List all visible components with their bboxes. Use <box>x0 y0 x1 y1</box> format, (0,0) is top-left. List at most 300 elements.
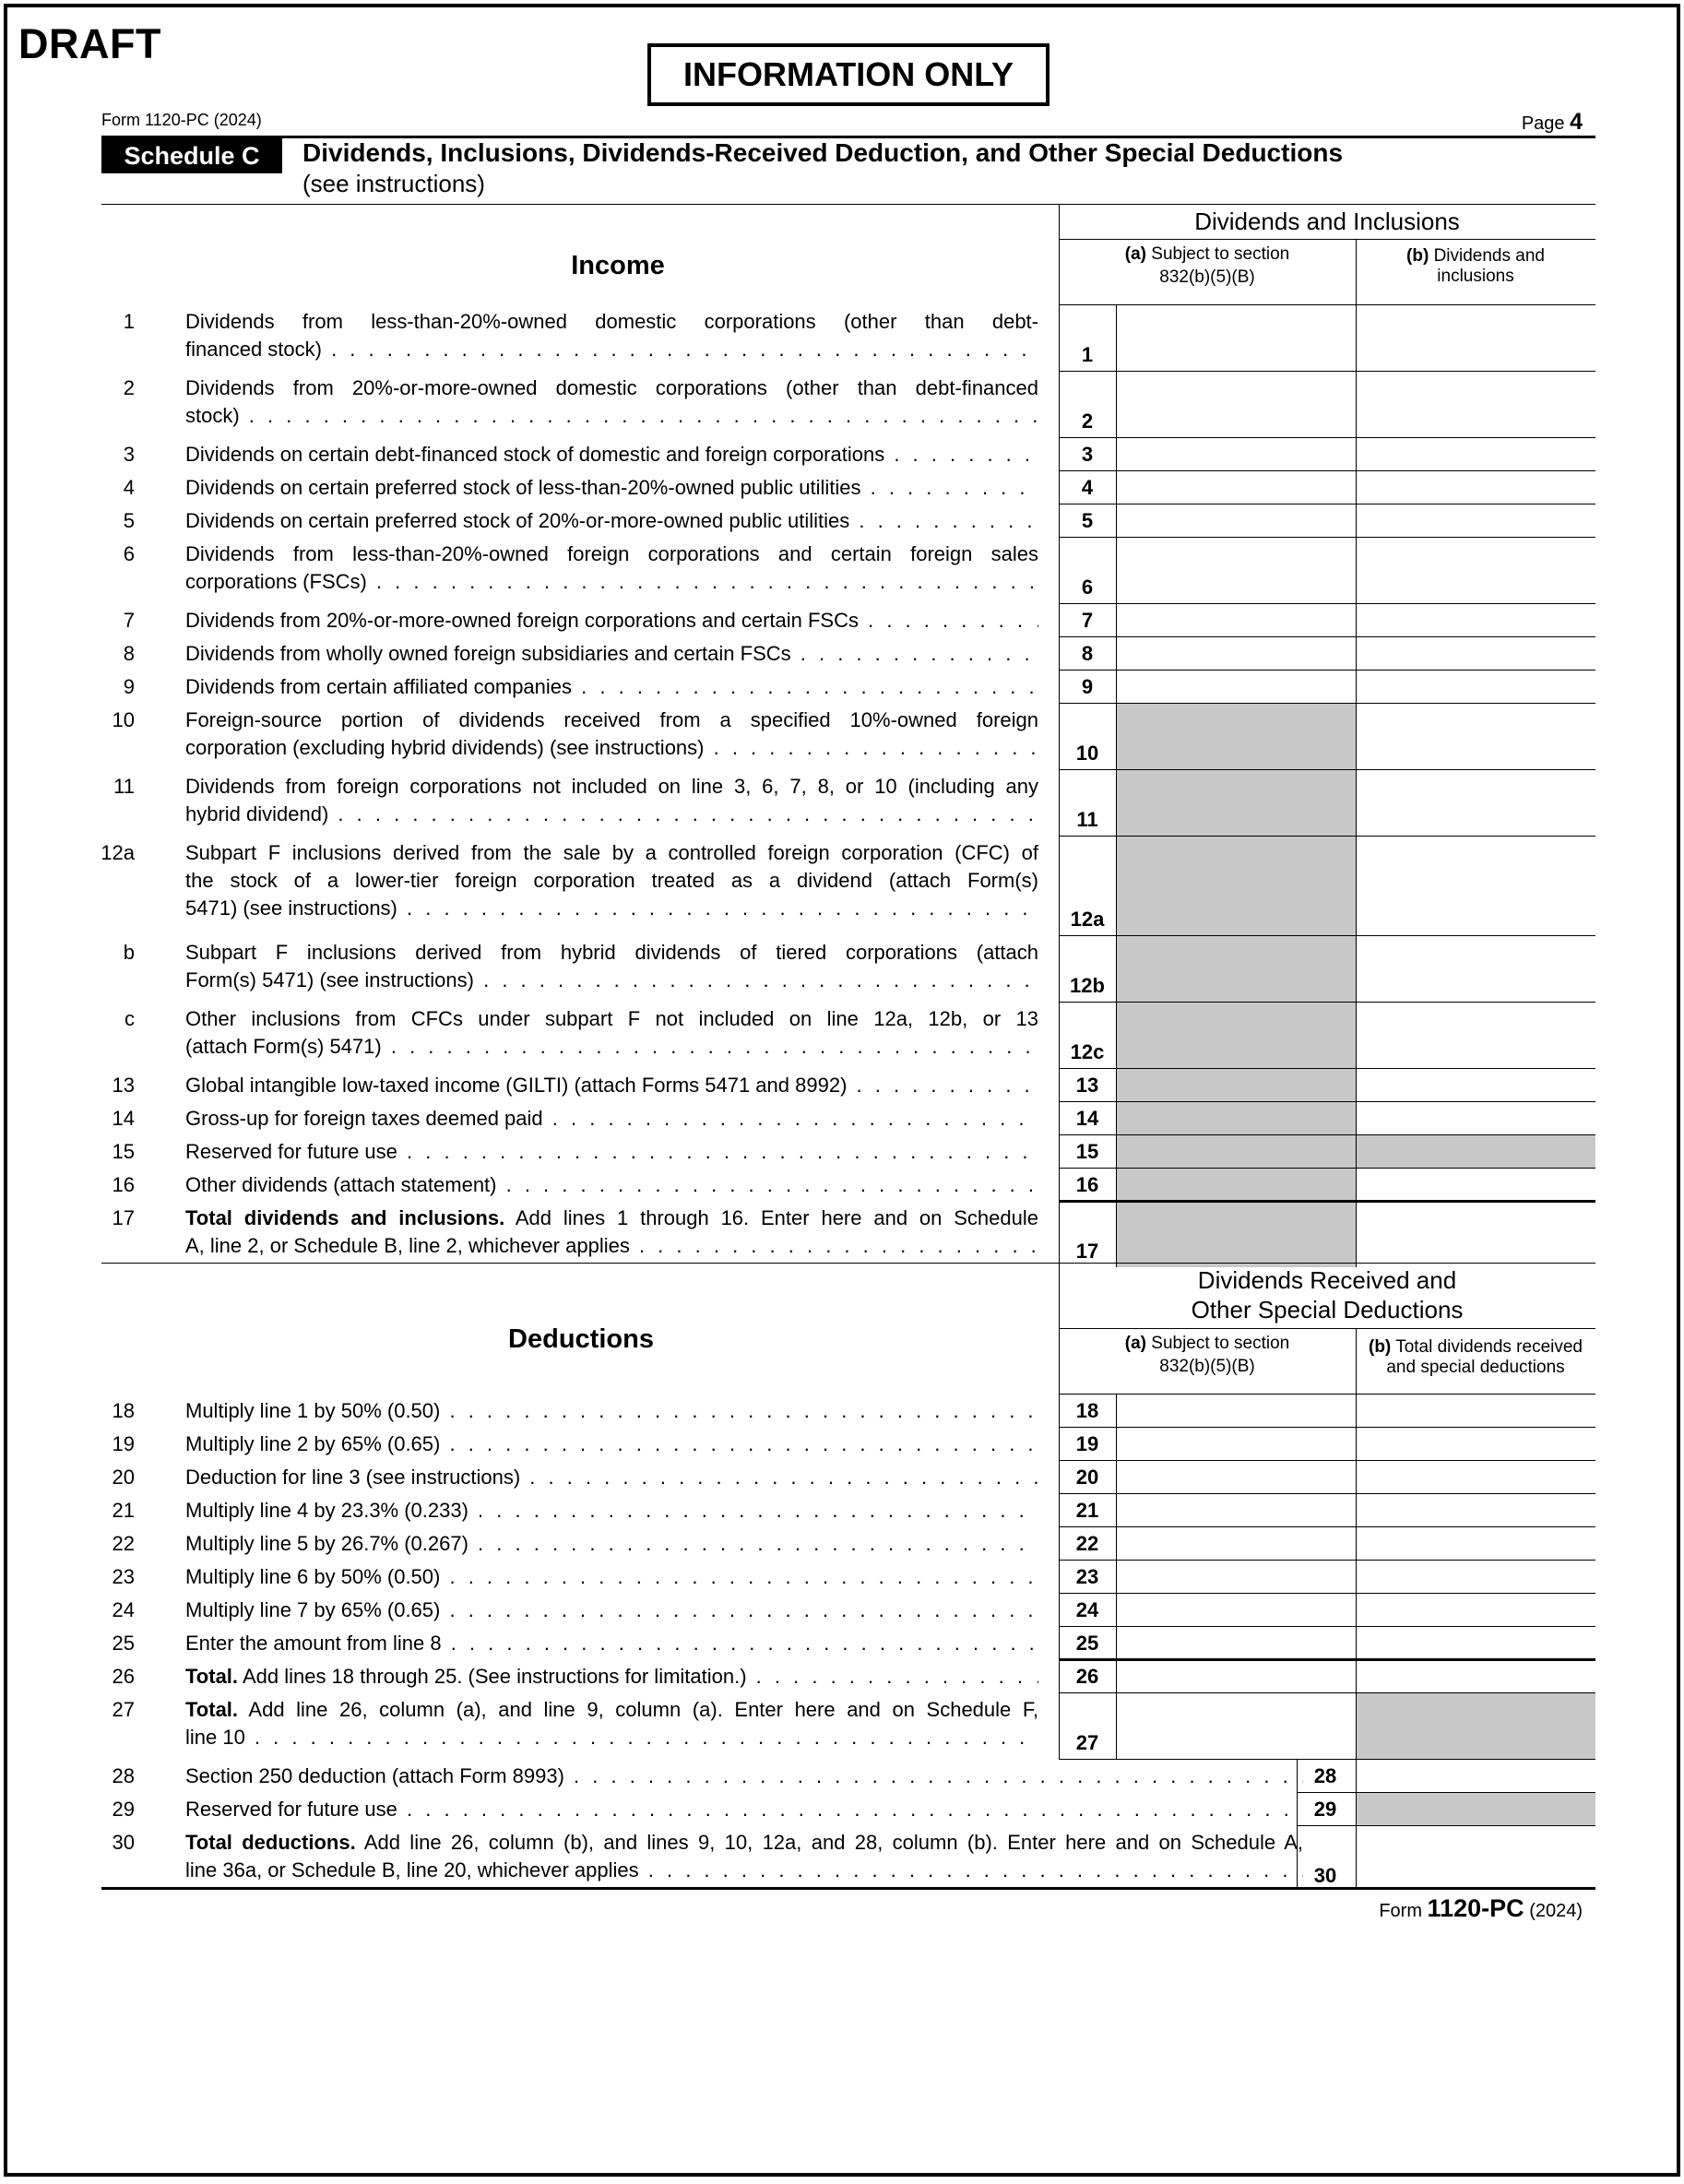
shaded-cell <box>1117 1069 1356 1101</box>
line-text <box>185 839 1038 867</box>
line-text-segment: line 36a, or Schedule B, line 20, whichever applies <box>185 1858 639 1881</box>
row-rule <box>1059 1168 1595 1169</box>
income-group-header: Dividends and Inclusions <box>1194 208 1460 235</box>
leader-dots <box>440 1565 1038 1588</box>
line-text-segment: Multiply line 5 by 26.7% (0.267) <box>185 1532 468 1555</box>
line-number: 2 <box>123 376 135 399</box>
line-bold-label: Total. <box>185 1665 239 1688</box>
line-text <box>185 1497 1038 1525</box>
line-text <box>185 801 1038 828</box>
deductions-col-b-label: Total dividends received <box>1395 1337 1583 1357</box>
line-text <box>185 1171 1038 1199</box>
row-rule <box>1297 1825 1595 1826</box>
shaded-cell <box>1357 1793 1595 1825</box>
line-text <box>185 640 1038 668</box>
line-text <box>185 1232 1038 1260</box>
shaded-cell <box>1117 837 1356 935</box>
line-number: 15 <box>112 1140 135 1163</box>
line-text-segment: Other dividends (attach statement) <box>185 1173 497 1196</box>
shaded-cell <box>1117 1135 1356 1168</box>
line-number: 28 <box>112 1764 135 1787</box>
column-rule <box>1059 204 1060 305</box>
leader-dots <box>847 1074 1038 1097</box>
row-rule <box>1059 470 1595 471</box>
line-text-segment: Global intangible low-taxed income (GILTI) (attach Forms 5471 and 8992) <box>185 1074 848 1097</box>
line-text <box>185 1430 1038 1458</box>
line-box-label: 8 <box>1081 642 1094 665</box>
line-text <box>185 967 1038 994</box>
shaded-cell <box>1117 936 1356 1002</box>
column-rule <box>1356 239 1357 1267</box>
line-bold-label: Total deductions. <box>185 1831 356 1854</box>
line-box-label: 11 <box>1076 808 1098 831</box>
line-text-segment: Reserved for future use <box>185 1798 397 1821</box>
line-number: 11 <box>113 775 135 798</box>
line-text-segment: Multiply line 4 by 23.3% (0.233) <box>185 1499 468 1522</box>
line-description <box>185 1205 1038 1260</box>
line-number: 8 <box>123 642 135 665</box>
line-text <box>185 308 1038 336</box>
row-rule <box>1059 1068 1595 1069</box>
row-rule <box>1059 1626 1595 1627</box>
line-number: 16 <box>112 1173 135 1196</box>
row-rule <box>1059 437 1595 438</box>
line-box-label: 20 <box>1075 1466 1099 1489</box>
line-box-label: 10 <box>1075 742 1099 765</box>
line-text <box>185 1005 1038 1033</box>
line-description <box>185 1663 1038 1691</box>
line-text <box>185 1530 1038 1558</box>
line-number: 10 <box>112 708 135 731</box>
line-text <box>185 867 1038 895</box>
leader-dots <box>382 1035 1038 1058</box>
draft-watermark: DRAFT <box>18 20 161 67</box>
line-description <box>185 540 1038 596</box>
line-text-segment: Add line 26, column (a), and line 9, column (a). Enter here and on Schedule F, <box>248 1698 1038 1721</box>
line-text-segment: financed stock) <box>185 338 322 361</box>
line-description <box>185 1796 1303 1823</box>
row-rule <box>1059 1002 1595 1003</box>
line-number: 14 <box>112 1107 135 1130</box>
line-box-label: 30 <box>1313 1864 1337 1887</box>
leader-dots <box>497 1173 1039 1196</box>
row-rule <box>1059 1526 1595 1527</box>
line-text-segment: Gross-up for foreign taxes deemed paid <box>185 1107 543 1130</box>
line-number: 23 <box>112 1565 135 1588</box>
line-number: 13 <box>112 1074 135 1097</box>
line-text-segment: (attach Form(s) 5471) <box>185 1035 382 1058</box>
line-text <box>185 1630 1038 1657</box>
line-text-segment: Reserved for future use <box>185 1140 397 1163</box>
line-number: 22 <box>112 1532 135 1555</box>
row-rule <box>1059 603 1595 604</box>
line-text <box>185 568 1038 596</box>
line-text <box>185 1696 1038 1724</box>
leader-dots <box>572 675 1038 698</box>
line-text-segment: Add lines 18 through 25. (See instructions for limitation.) <box>242 1665 747 1688</box>
line-box-label: 13 <box>1075 1074 1099 1097</box>
line-description <box>185 1829 1303 1884</box>
leader-dots <box>849 509 1038 532</box>
leader-dots <box>440 1432 1038 1455</box>
row-rule <box>1059 1692 1595 1693</box>
form-footer <box>1379 1894 1583 1923</box>
deductions-group-header-2: Other Special Deductions <box>1191 1296 1464 1323</box>
deductions-col-a-label-2: 832(b)(5)(B) <box>1159 1357 1255 1376</box>
income-section-title: Income <box>571 251 665 280</box>
deductions-top-rule <box>101 1263 1595 1264</box>
line-number: 25 <box>112 1632 135 1655</box>
deductions-group-rule <box>1059 1328 1595 1329</box>
line-box-label: 16 <box>1075 1173 1099 1196</box>
line-text <box>185 1663 1038 1691</box>
shaded-cell <box>1357 1135 1595 1168</box>
line-number: 21 <box>112 1499 135 1522</box>
income-group-rule <box>1059 239 1595 240</box>
line-number: c <box>125 1007 135 1030</box>
leader-dots <box>859 609 1038 632</box>
line-box-label: 2 <box>1081 410 1094 433</box>
income-header-bottom-rule <box>1059 304 1595 305</box>
shaded-cell <box>1117 704 1356 769</box>
line-box-label: 21 <box>1075 1499 1099 1522</box>
leader-dots <box>440 1598 1038 1621</box>
line-description <box>185 1171 1038 1199</box>
income-col-b-label: Dividends and <box>1433 246 1545 266</box>
row-rule <box>1059 1427 1595 1428</box>
line-text <box>185 1072 1038 1099</box>
line-text <box>185 374 1038 402</box>
column-rule <box>1116 304 1117 1267</box>
line-number: 20 <box>112 1466 135 1489</box>
row-rule <box>1059 670 1595 671</box>
row-rule <box>1059 1134 1595 1135</box>
information-only-stamp: INFORMATION ONLY <box>647 43 1050 106</box>
deductions-section-title: Deductions <box>508 1324 654 1354</box>
line-text <box>185 706 1038 734</box>
leader-dots <box>639 1858 1303 1881</box>
row-rule <box>1059 769 1595 770</box>
shaded-cell <box>1117 770 1356 836</box>
line-number: 4 <box>123 476 135 499</box>
income-col-a-letter: (a) <box>1124 244 1146 264</box>
line-box-label: 29 <box>1313 1798 1337 1821</box>
line-text <box>185 773 1038 801</box>
line-description <box>185 673 1038 701</box>
line-text <box>185 895 1038 922</box>
line-text-segment: stock) <box>185 404 240 427</box>
deductions-col-a-header <box>1059 1332 1356 1378</box>
line-description <box>185 1596 1038 1624</box>
line-description <box>185 507 1038 535</box>
row-rule <box>1059 537 1595 538</box>
line-number: 26 <box>112 1665 135 1688</box>
line-box-label: 15 <box>1075 1140 1099 1163</box>
line-bold-label: Total dividends and inclusions. <box>185 1206 505 1229</box>
leader-dots <box>397 896 1038 920</box>
line-text <box>185 1596 1038 1624</box>
line-description <box>185 1630 1038 1657</box>
line-text <box>185 607 1038 635</box>
line-box-label: 7 <box>1081 609 1094 632</box>
leader-dots <box>520 1466 1038 1489</box>
schedule-badge: Schedule C <box>101 138 282 173</box>
row-rule <box>1059 935 1595 936</box>
page-label: Page <box>1521 113 1565 134</box>
line-text-segment: Dividends on certain preferred stock of less-than-20%-owned public utilities <box>185 476 861 499</box>
line-box-label: 19 <box>1075 1432 1099 1455</box>
line-description <box>185 773 1038 828</box>
line-text-segment: corporation (excluding hybrid dividends) (see instructions) <box>185 736 705 759</box>
leader-dots <box>397 1140 1038 1163</box>
income-col-a-label: Subject to section <box>1151 244 1290 264</box>
line-text-segment: Multiply line 6 by 50% (0.50) <box>185 1565 441 1588</box>
line-text <box>185 1397 1038 1425</box>
shaded-cell <box>1117 1169 1356 1201</box>
row-rule <box>1059 836 1595 837</box>
line-description <box>185 1105 1038 1133</box>
line-text-segment: Multiply line 7 by 65% (0.65) <box>185 1598 441 1621</box>
page-number <box>1522 109 1583 136</box>
line-number: 19 <box>112 1432 135 1455</box>
line-box-label: 22 <box>1075 1532 1099 1555</box>
row-rule <box>1059 1658 1595 1661</box>
income-col-b-letter: (b) <box>1406 246 1429 266</box>
leader-dots <box>328 802 1038 825</box>
line-text <box>185 1724 1038 1751</box>
leader-dots <box>367 570 1038 593</box>
form-id: Form 1120-PC (2024) <box>101 111 262 129</box>
line-number: 17 <box>112 1206 135 1229</box>
line-box-label: 12b <box>1070 974 1105 997</box>
line-number: 29 <box>112 1798 135 1821</box>
income-col-b-label-2: inclusions <box>1437 267 1514 286</box>
line-text <box>185 1563 1038 1591</box>
leader-dots <box>705 736 1039 759</box>
row-rule <box>1059 1593 1595 1594</box>
line-text-segment: Dividends on certain debt-financed stock of domestic and foreign corporations <box>185 443 885 466</box>
income-col-a-label-2: 832(b)(5)(B) <box>1159 267 1255 287</box>
line-text-segment: Add lines 1 through 16. Enter here and on Schedule <box>515 1206 1038 1229</box>
line-box-label: 18 <box>1075 1399 1099 1422</box>
line-text <box>185 402 1038 430</box>
shaded-cell <box>1357 1693 1595 1759</box>
line-number: b <box>123 941 135 964</box>
line-description <box>185 607 1038 635</box>
line-text-segment: Dividends from less-than-20%-owned domestic corporations (other than debt- <box>185 310 1038 333</box>
line-text <box>185 1205 1038 1232</box>
line-number: 3 <box>123 443 135 466</box>
line-text-segment: A, line 2, or Schedule B, line 2, whichever applies <box>185 1234 630 1257</box>
schedule-title: Dividends, Inclusions, Dividends-Received Deduction, and Other Special Deductions <box>302 138 1344 167</box>
line-text-segment: 5471) (see instructions) <box>185 896 397 920</box>
line-text-segment: Dividends from certain affiliated companies <box>185 675 573 698</box>
line-text <box>185 1829 1303 1857</box>
income-col-b-header <box>1356 246 1595 287</box>
line-text <box>185 1763 1303 1790</box>
line-description <box>185 706 1038 762</box>
line-text <box>185 1033 1038 1061</box>
line-text-segment: Deduction for line 3 (see instructions) <box>185 1466 521 1489</box>
line-text-segment: the stock of a lower-tier foreign corporation treated as a dividend (attach Form(s) <box>185 869 1038 892</box>
line-number: 12a <box>101 841 135 864</box>
row-rule <box>1059 1460 1595 1461</box>
line-description <box>185 1497 1038 1525</box>
line-number: 27 <box>112 1698 135 1721</box>
line-text <box>185 1796 1303 1823</box>
line-description <box>185 1464 1038 1491</box>
line-box-label: 6 <box>1081 576 1094 599</box>
shaded-cell <box>1117 1202 1356 1267</box>
line-box-label: 17 <box>1075 1240 1099 1263</box>
leader-dots <box>860 476 1038 499</box>
line-box-label: 1 <box>1081 343 1094 366</box>
line-description <box>185 1397 1038 1425</box>
deductions-col-a-letter: (a) <box>1124 1334 1146 1353</box>
line-box-label: 27 <box>1075 1731 1099 1754</box>
line-box-label: 14 <box>1075 1107 1099 1130</box>
line-description <box>185 640 1038 668</box>
footer-form-name: 1120-PC <box>1427 1894 1524 1922</box>
line-text-segment: Dividends from less-than-20%-owned foreign corporations and certain foreign sales <box>185 542 1038 565</box>
deductions-col-b-letter: (b) <box>1369 1337 1392 1357</box>
line-text <box>185 336 1038 363</box>
leader-dots <box>630 1234 1038 1257</box>
line-description <box>185 1530 1038 1558</box>
line-text <box>185 939 1038 967</box>
leader-dots <box>397 1798 1293 1821</box>
line-description <box>185 474 1038 502</box>
line-text <box>185 673 1038 701</box>
row-rule <box>1059 1759 1595 1760</box>
line-number: 9 <box>123 675 135 698</box>
line-text-segment: Form(s) 5471) (see instructions) <box>185 968 474 991</box>
line-description <box>185 1430 1038 1458</box>
row-rule <box>1059 1200 1595 1203</box>
line-number: 5 <box>123 509 135 532</box>
line-bold-label: Total. <box>185 1698 239 1721</box>
line-description <box>185 308 1038 363</box>
line-box-label: 28 <box>1313 1764 1337 1787</box>
line-description <box>185 1763 1303 1790</box>
line-text-segment: Subpart F inclusions derived from the sale by a controlled foreign corporation (CFC) of <box>185 841 1038 864</box>
leader-dots <box>474 968 1038 991</box>
line-box-label: 12a <box>1070 908 1105 931</box>
page-number-value: 4 <box>1570 109 1583 135</box>
line-text-segment: Multiply line 2 by 65% (0.65) <box>185 1432 441 1455</box>
line-text <box>185 507 1038 535</box>
line-box-label: 4 <box>1081 476 1094 499</box>
schedule-bottom-rule <box>101 204 1595 205</box>
column-rule <box>1116 1394 1117 1759</box>
line-text-segment: Dividends from 20%-or-more-owned foreign corporations and certain FSCs <box>185 609 859 632</box>
row-rule <box>1059 1560 1595 1561</box>
row-rule <box>1059 636 1595 637</box>
line-description <box>185 1563 1038 1591</box>
line-text <box>185 1857 1303 1884</box>
line-text-segment: Section 250 deduction (attach Form 8993) <box>185 1764 564 1787</box>
line-description <box>185 374 1038 430</box>
deductions-col-b-header <box>1356 1337 1595 1378</box>
line-description <box>185 1072 1038 1099</box>
line-text-segment: Enter the amount from line 8 <box>185 1632 442 1655</box>
leader-dots <box>564 1764 1303 1787</box>
line-text-segment: Dividends from 20%-or-more-owned domestic corporations (other than debt-financed <box>185 376 1038 399</box>
line-description <box>185 441 1038 469</box>
deductions-col-a-label: Subject to section <box>1151 1334 1290 1353</box>
row-rule <box>1059 1101 1595 1102</box>
line-number: 7 <box>123 609 135 632</box>
deductions-group-header-1: Dividends Received and <box>1197 1266 1457 1294</box>
deductions-col-b-label-2: and special deductions <box>1386 1358 1565 1377</box>
leader-dots <box>747 1665 1038 1688</box>
deductions-group-header <box>1059 1265 1595 1324</box>
line-number: 6 <box>123 542 135 565</box>
leader-dots <box>440 1399 1038 1422</box>
line-text <box>185 1464 1038 1491</box>
line-number: 18 <box>112 1399 135 1422</box>
line-description <box>185 1138 1038 1166</box>
line-text <box>185 474 1038 502</box>
line-text-segment: Foreign-source portion of dividends received from a specified 10%-owned foreign <box>185 708 1038 731</box>
line-number: 30 <box>112 1831 135 1854</box>
line-text <box>185 441 1038 469</box>
line-text-segment: Add line 26, column (b), and lines 9, 10, 12a, and 28, column (b). Enter here and on Schedule A, <box>363 1831 1303 1854</box>
line-number: 24 <box>112 1598 135 1621</box>
line-text-segment: Multiply line 1 by 50% (0.50) <box>185 1399 441 1422</box>
line-box-label: 26 <box>1075 1665 1099 1688</box>
leader-dots <box>322 338 1038 361</box>
line-box-label: 24 <box>1075 1598 1099 1621</box>
line-text-segment: hybrid dividend) <box>185 802 329 825</box>
footer-form-prefix: Form <box>1379 1901 1422 1921</box>
shaded-cell <box>1117 1003 1356 1068</box>
row-rule <box>1059 1493 1595 1494</box>
leader-dots <box>245 1726 1038 1749</box>
line-box-label: 25 <box>1075 1632 1099 1655</box>
leader-dots <box>240 404 1038 427</box>
line-text <box>185 540 1038 568</box>
leader-dots <box>468 1532 1038 1555</box>
leader-dots <box>543 1107 1038 1130</box>
leader-dots <box>468 1499 1038 1522</box>
income-col-a-header <box>1059 243 1356 289</box>
row-rule <box>1059 371 1595 372</box>
form-bottom-rule <box>101 1887 1595 1890</box>
leader-dots <box>884 443 1038 466</box>
line-description <box>185 939 1038 994</box>
line-text-segment: Dividends on certain preferred stock of 20%-or-more-owned public utilities <box>185 509 850 532</box>
line-text-segment: line 10 <box>185 1726 245 1749</box>
footer-year: (2024) <box>1529 1901 1583 1921</box>
line-box-label: 12c <box>1070 1040 1105 1063</box>
shaded-cell <box>1117 1102 1356 1134</box>
line-text-segment: Dividends from foreign corporations not included on line 3, 6, 7, 8, or 10 (including any <box>185 775 1038 798</box>
line-text <box>185 734 1038 762</box>
line-text-segment: Subpart F inclusions derived from hybrid dividends of tiered corporations (attach <box>185 941 1038 964</box>
leader-dots <box>442 1632 1038 1655</box>
line-description <box>185 1005 1038 1061</box>
line-text-segment: Other inclusions from CFCs under subpart F not included on line 12a, 12b, or 13 <box>185 1007 1038 1030</box>
line-box-label: 9 <box>1081 675 1094 698</box>
line-text-segment: Dividends from wholly owned foreign subsidiaries and certain FSCs <box>185 642 791 665</box>
line-text-segment: corporations (FSCs) <box>185 570 367 593</box>
row-rule <box>1059 703 1595 704</box>
deductions-header-bottom-rule <box>1059 1394 1595 1395</box>
schedule-subtitle: (see instructions) <box>302 170 485 197</box>
form-page <box>4 4 1680 2177</box>
line-box-label: 23 <box>1075 1565 1099 1588</box>
